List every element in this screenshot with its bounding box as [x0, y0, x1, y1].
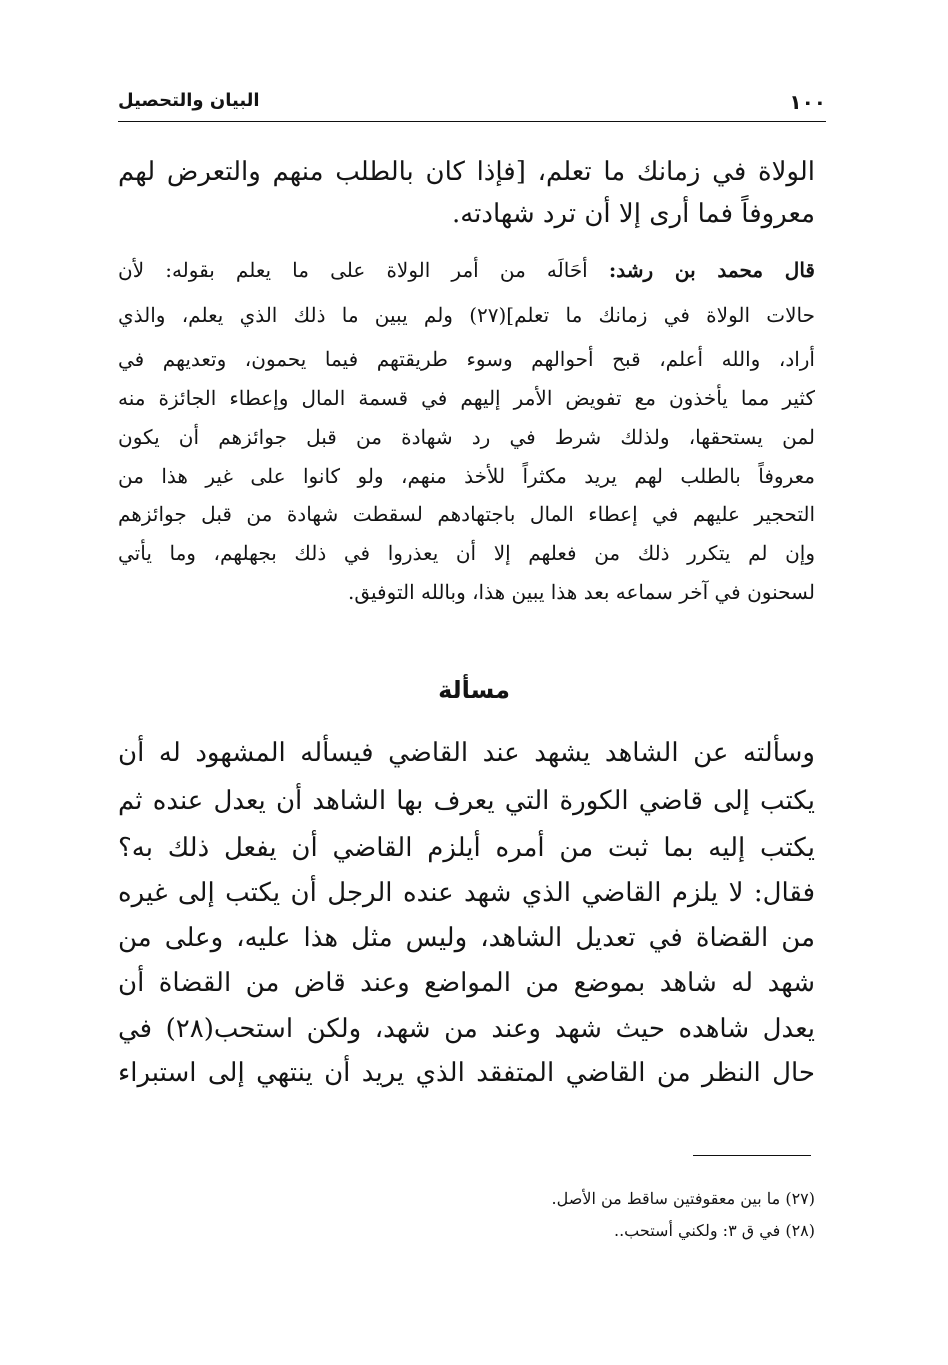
text-line: حال النظر من القاضي المتفقد الذي يريد أن ينتهي إلى استبراء — [118, 1058, 815, 1088]
book-title: البيان والتحصيل — [118, 90, 260, 111]
text-line: شهد له شاهد بموضع من المواضع وعند قاض من القضاة أن — [118, 968, 815, 998]
text-line: فقال: لا يلزم القاضي الذي شهد عنده الرجل أن يكتب إلى غيره — [118, 878, 815, 908]
text-line-content: أحَالَه من أمر الولاة على ما يعلم بقوله: لأن — [118, 258, 588, 282]
text-line: معروفاً فما أرى إلا أن ترد شهادته. — [451, 199, 815, 229]
text-line: يعدل شاهده حيث شهد وعند من شهد، ولكن استحب(٢٨) في — [118, 1014, 815, 1044]
text-line: يكتب إلى قاضي الكورة التي يعرف بها الشاهد أن يعدل عنده ثم — [118, 786, 815, 816]
text-line: الولاة في زمانك ما تعلم، [فإذا كان بالطلب منهم والتعرض لهم — [118, 157, 815, 187]
text-line: حالات الولاة في زمانك ما تعلم](٢٧) ولم يبين ما ذلك الذي يعلم، والذي — [118, 303, 815, 327]
speaker-label: قال محمد بن رشد: — [608, 258, 815, 282]
text-line: وسألته عن الشاهد يشهد عند القاضي فيسأله المشهود له أن — [118, 738, 815, 768]
text-line: أراد، والله أعلم، قبح أحوالهم وسوء طريقتهم فيما يحمون، وتعديهم في — [118, 347, 815, 371]
header-rule — [118, 121, 826, 122]
footnote: (٢٨) في ق ٣: ولكني أستحب.. — [614, 1221, 815, 1240]
text-line: كثير مما يأخذون مع تفويض الأمر إليهم في قسمة المال وإعطاء الجائزة منه — [118, 386, 815, 410]
footnote: (٢٧) ما بين معقوفتين ساقط من الأصل. — [551, 1189, 815, 1208]
text-line: التحجير عليهم في إعطاء المال باجتهادهم لسقطت شهادة من قبل جوائزهم — [118, 502, 815, 526]
text-line: من القضاة في تعديل الشاهد، وليس مثل هذا عليه، وعلى من — [118, 923, 815, 953]
section-heading: مسألة — [438, 676, 510, 704]
text-line: يكتب إليه بما ثبت من أمره أيلزم القاضي أن يفعل ذلك به؟ — [118, 833, 815, 863]
text-line: معروفاً بالطلب لهم يريد مكثراً للأخذ منهم، ولو كانوا على غير هذا من — [118, 464, 815, 488]
text-line: وإن لم يتكرر ذلك من فعلهم إلا أن يعذروا في ذلك بجهلهم، وما يأتي — [118, 541, 815, 565]
text-line: لسحنون في آخر سماعه بعد هذا يبين هذا، وبالله التوفيق. — [347, 580, 815, 604]
footnote-separator — [693, 1155, 811, 1156]
running-header — [118, 84, 826, 124]
text-line: لمن يستحقها، ولذلك شرط في رد شهادة من قبل جوائزهم أن يكون — [118, 425, 815, 449]
text-line — [118, 253, 815, 287]
page-number: ١٠٠ — [789, 90, 826, 114]
